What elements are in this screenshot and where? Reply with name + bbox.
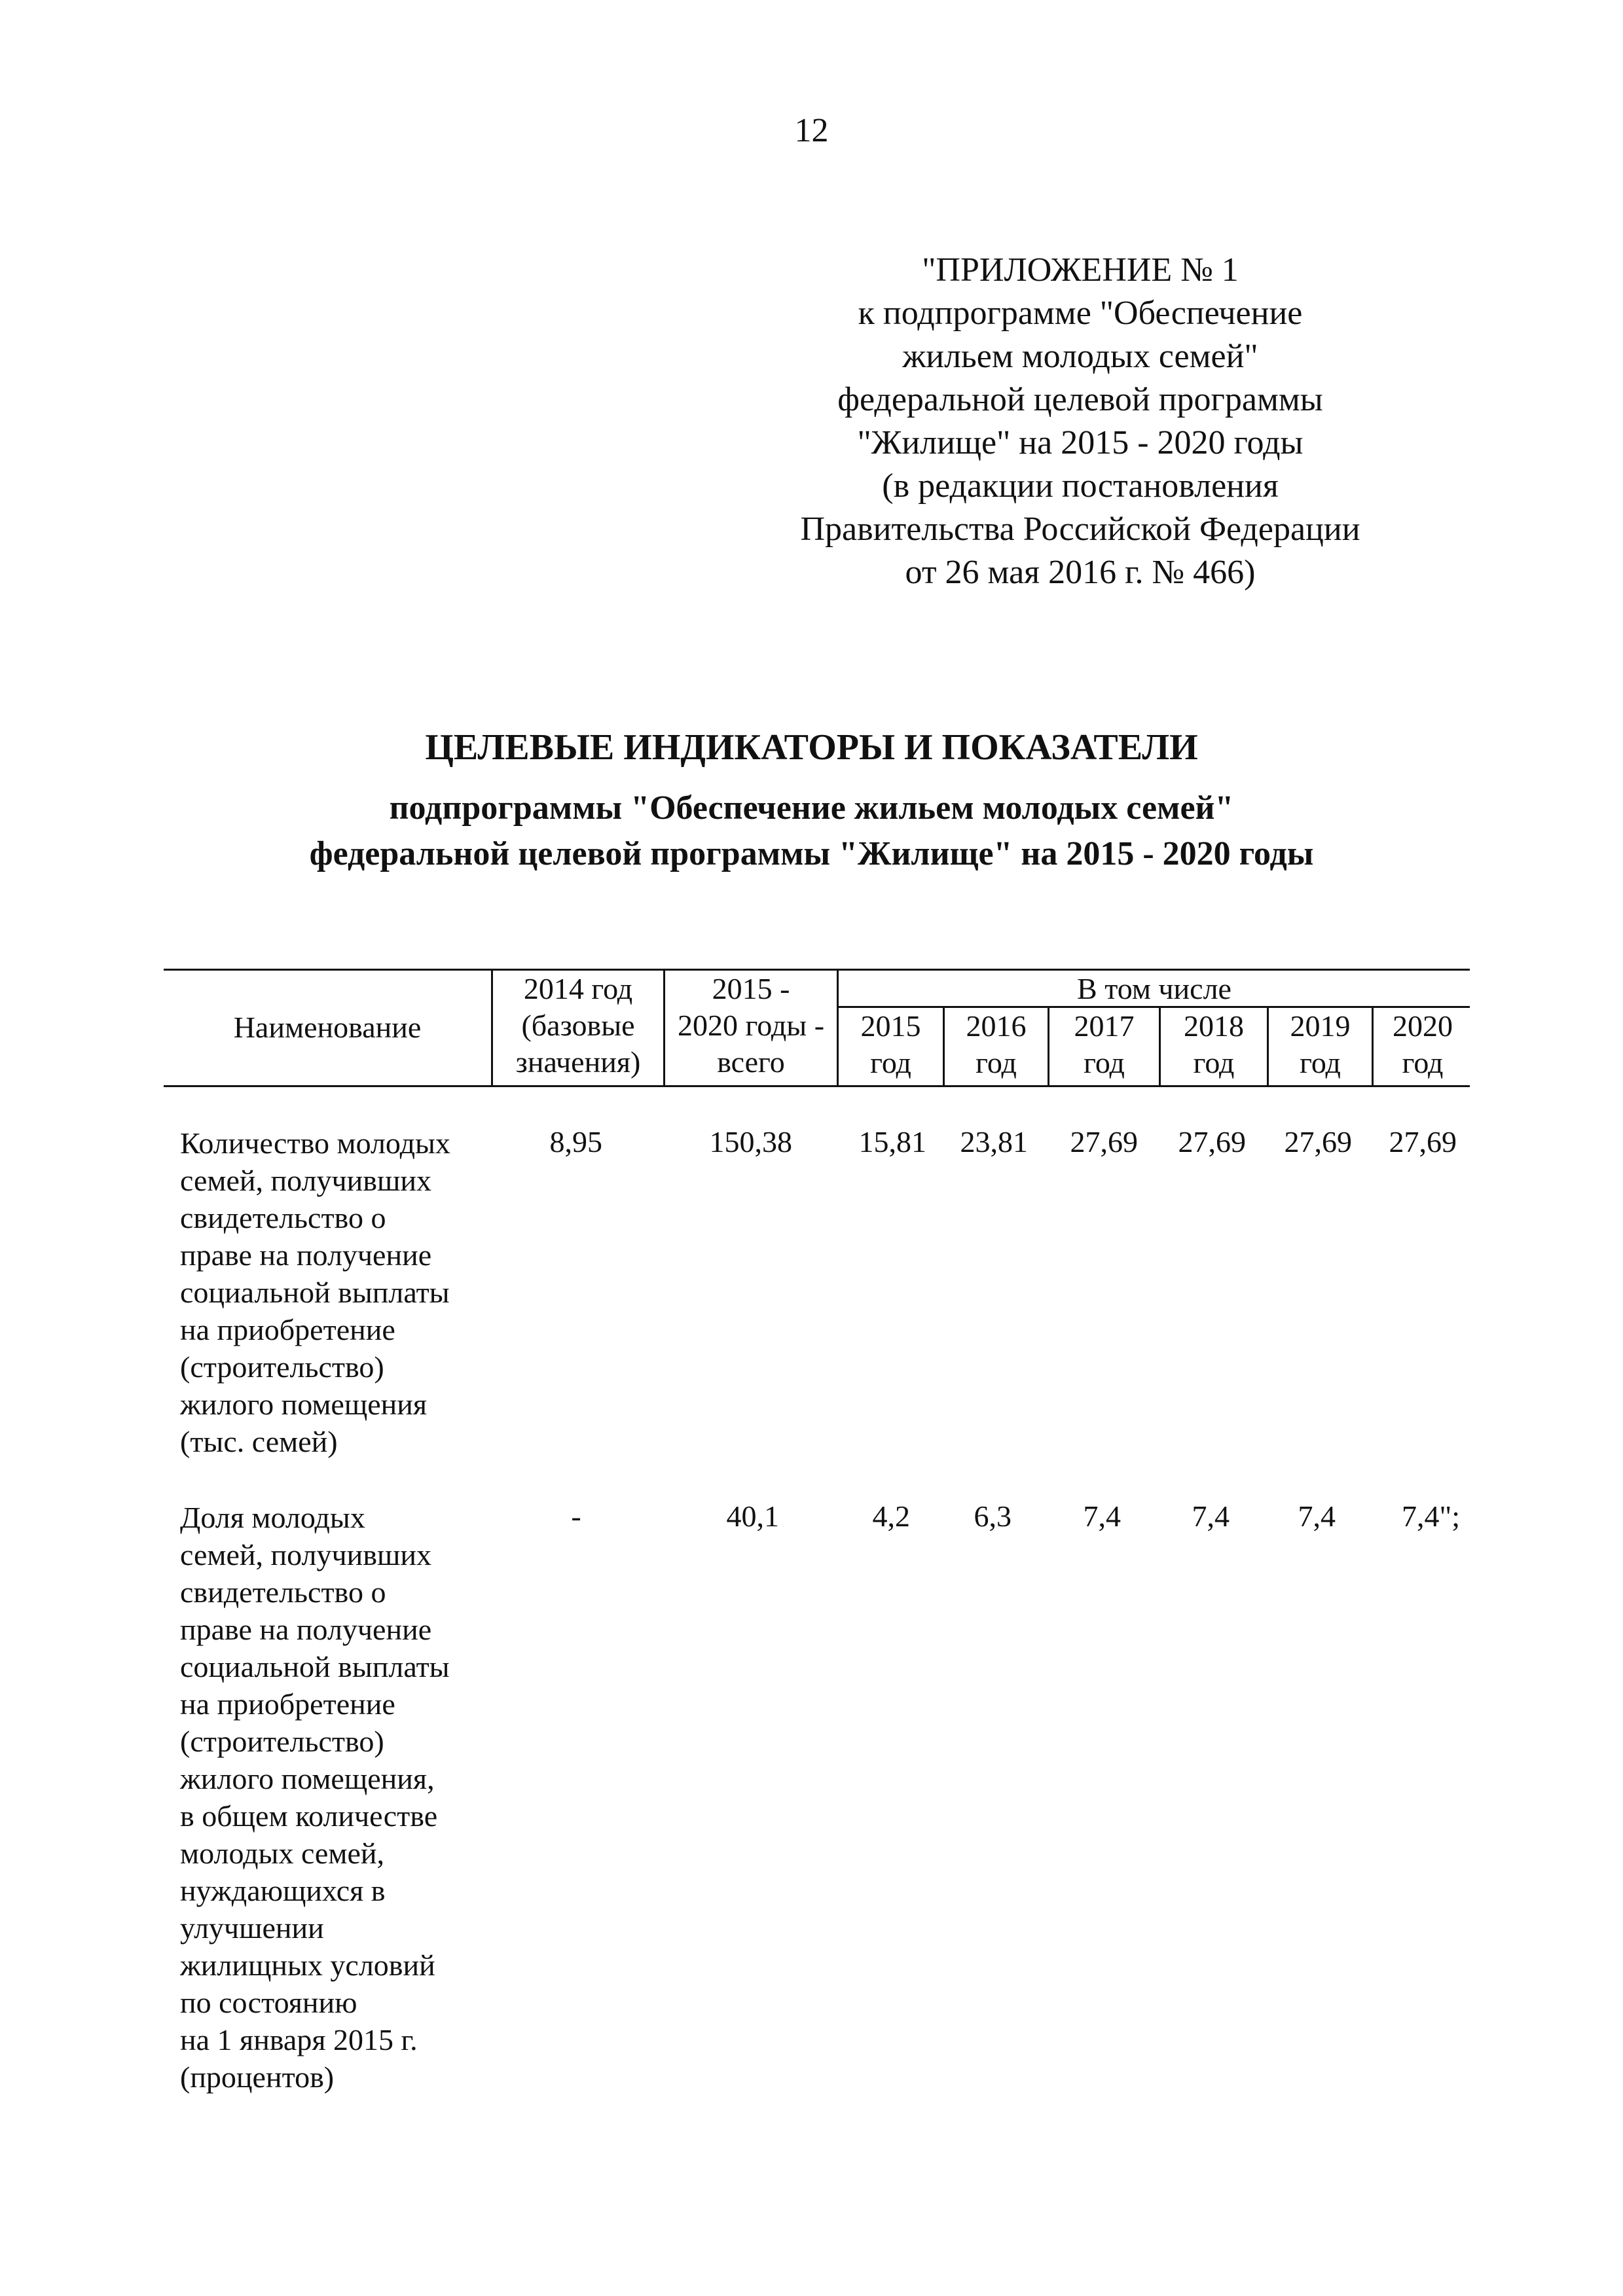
header-base [493,971,663,1081]
appendix-line: Правительства Российской Федерации [800,511,1360,548]
name-line: социальной выплаты [180,1650,450,1683]
appendix-line: жильем молодых семей" [902,338,1258,375]
name-line: семей, получивших [180,1164,432,1197]
name-line: улучшении [180,1911,324,1945]
name-line: праве на получение [180,1238,432,1272]
row2-2015-value: 4,2 [872,1499,910,1533]
year-unit: год [1084,1046,1125,1079]
name-line: (процентов) [180,2060,335,2094]
appendix-line: "Жилище" на 2015 - 2020 годы [857,424,1304,461]
name-line: (строительство) [180,1725,384,1758]
appendix-line: (в редакции постановления [882,467,1279,505]
name-line: молодых семей, [180,1837,384,1870]
year-unit: год [1402,1046,1444,1079]
name-line: семей, получивших [180,1538,432,1571]
year-label: 2016 [966,1009,1027,1043]
year-label: 2015 [860,1009,921,1043]
year-label: 2020 [1393,1009,1453,1043]
header-base-line: (базовые [521,1009,635,1042]
appendix-block [753,249,1408,594]
name-line: на приобретение [180,1313,395,1346]
appendix-line: к подпрограмме "Обеспечение [858,295,1303,332]
header-name: Наименование [233,1011,422,1044]
table-header-bottom-rule [164,1085,1470,1087]
row2-2019-value: 7,4 [1298,1499,1336,1533]
document-heading: ЦЕЛЕВЫЕ ИНДИКАТОРЫ И ПОКАЗАТЕЛИ [425,727,1198,768]
row1-2018-value: 27,69 [1178,1125,1246,1158]
name-line: социальной выплаты [180,1276,450,1309]
row2-total-value: 40,1 [726,1499,779,1533]
header-year-2020 [1374,1008,1472,1081]
name-line: по состоянию [180,1986,357,2019]
name-line: свидетельство о [180,1201,386,1234]
row1-2015-value: 15,81 [858,1125,926,1158]
table-row-name [180,1499,494,2096]
header-year-2017 [1049,1008,1159,1081]
name-line: в общем количестве [180,1799,438,1833]
header-year-2015 [839,1008,943,1081]
name-line: Доля молодых [180,1501,365,1534]
name-line: на приобретение [180,1687,395,1721]
name-line: (тыс. семей) [180,1425,338,1458]
year-unit: год [870,1046,911,1079]
row2-2018-value: 7,4 [1192,1499,1230,1533]
name-line: жилого помещения [180,1388,428,1421]
row1-2017-value: 27,69 [1070,1125,1138,1158]
name-line: на 1 января 2015 г. [180,2023,418,2056]
header-base-line: значения) [515,1045,641,1079]
appendix-line: от 26 мая 2016 г. № 466) [905,554,1256,591]
year-label: 2017 [1074,1009,1135,1043]
row1-base-value: 8,95 [549,1125,602,1158]
row2-base-value: - [571,1499,581,1533]
row1-2020-value: 27,69 [1389,1125,1457,1158]
appendix-line: федеральной целевой программы [837,381,1323,418]
name-line: Количество молодых [180,1126,450,1160]
header-year-2018 [1161,1008,1267,1081]
year-label: 2018 [1184,1009,1244,1043]
header-total [665,971,837,1081]
name-line: жилого помещения, [180,1762,435,1795]
header-total-line: 2015 - [712,972,790,1005]
year-unit: год [1193,1046,1235,1079]
name-line: нуждающихся в [180,1874,386,1907]
row1-total-value: 150,38 [709,1125,792,1158]
name-line: жилищных условий [180,1948,435,1982]
header-base-line: 2014 год [523,972,633,1005]
year-unit: год [976,1046,1017,1079]
header-year-2019 [1269,1008,1372,1081]
header-year-2016 [945,1008,1048,1081]
table-row-name [180,1124,494,1460]
name-line: свидетельство о [180,1575,386,1609]
name-line: (строительство) [180,1350,384,1384]
page-number: 12 [794,112,829,149]
header-total-line: 2020 годы - [677,1009,825,1042]
subheading-line: федеральной целевой программы "Жилище" на 2015 - 2020 годы [309,835,1314,872]
row2-2016-value: 6,3 [974,1499,1012,1533]
row2-2017-value: 7,4 [1083,1499,1121,1533]
name-line: праве на получение [180,1613,432,1646]
row2-2020-value: 7,4"; [1401,1499,1460,1533]
document-subheading [0,785,1623,877]
header-total-line: всего [717,1045,785,1079]
subheading-line: подпрограммы "Обеспечение жильем молодых семей" [389,789,1234,827]
row1-2016-value: 23,81 [960,1125,1028,1158]
appendix-line: "ПРИЛОЖЕНИЕ № 1 [922,251,1239,289]
row1-2019-value: 27,69 [1284,1125,1352,1158]
year-unit: год [1300,1046,1341,1079]
header-including: В том числе [1077,972,1231,1005]
year-label: 2019 [1290,1009,1351,1043]
